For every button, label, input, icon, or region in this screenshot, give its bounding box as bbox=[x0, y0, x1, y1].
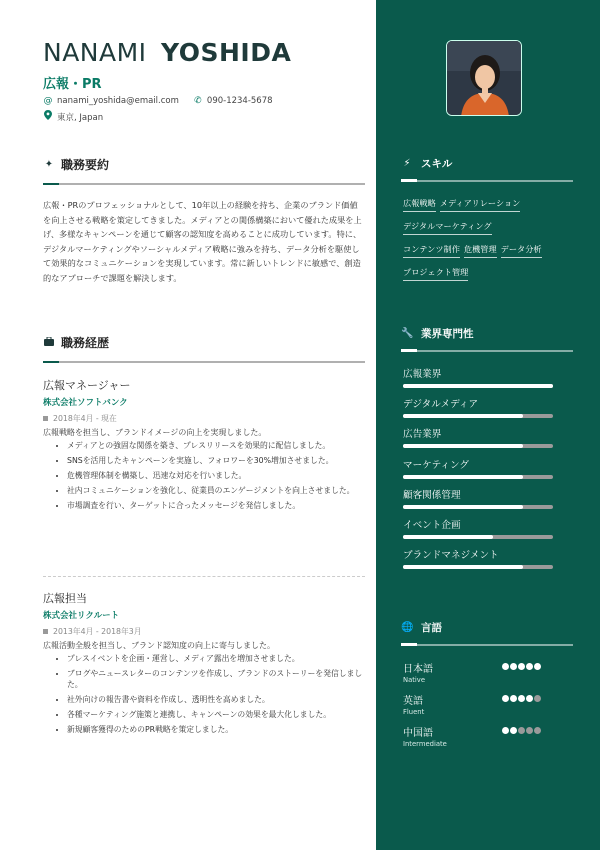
profile-photo bbox=[446, 40, 522, 116]
section-rule bbox=[401, 644, 573, 646]
list-item: • ブログやニュースレターのコンテンツを作成し、ブランドのストーリーを発信しました。 bbox=[67, 668, 365, 690]
list-item: • プレスイベントを企画・運営し、メディア露出を増加させました。 bbox=[67, 653, 365, 664]
rating-dot bbox=[510, 727, 517, 734]
summary-text: 広報・PRのプロフェッショナルとして、10年以上の経験を持ち、企業のブランド価値を向上させる戦略を策定してきました。メディアとの関係構築において優れた成果を上げ、多様なキャンペーンを通じて顧客の認知度を高めることに成功しています。特に、デジタルマーケティングやソーシャルメディア戦略に強みを持ち、データ分析を駆使して効果的なコミュニケーションを実現しています。常に新しいトレンドに敏感で、創造的なアプローチで課題を解決します。 bbox=[43, 200, 362, 283]
job-dates: 2018年4月 - 現在 bbox=[43, 413, 365, 424]
expertise-label: 広報業界 bbox=[403, 369, 442, 380]
last-name: YOSHIDA bbox=[161, 38, 292, 67]
email-text[interactable]: nanami_yoshida@email.com bbox=[57, 96, 179, 106]
list-item: • 市場調査を行い、ターゲットに合ったメッセージを発信しました。 bbox=[67, 500, 365, 511]
expertise-fill bbox=[403, 414, 523, 418]
section-rule bbox=[43, 361, 365, 363]
location-text: 東京, Japan bbox=[57, 112, 104, 123]
expertise-fill bbox=[403, 384, 553, 388]
rating-dot bbox=[502, 695, 509, 702]
rating-dot bbox=[518, 695, 525, 702]
sparkle-icon: ✦ bbox=[44, 159, 54, 170]
language-level: Fluent bbox=[403, 708, 425, 716]
calendar-icon bbox=[43, 629, 48, 634]
job-description: 広報活動全般を担当し、ブランド認知度の向上に寄与しました。 bbox=[43, 641, 275, 650]
wrench-icon: 🔧 bbox=[401, 328, 414, 339]
briefcase-icon bbox=[43, 337, 55, 349]
job-title: 広報・PR bbox=[43, 77, 102, 92]
rating-dot bbox=[534, 663, 541, 670]
language-item bbox=[403, 692, 553, 724]
rating-dot bbox=[510, 695, 517, 702]
summary-heading: 職務要約 bbox=[61, 158, 110, 172]
language-item bbox=[403, 724, 553, 756]
skill-tag: コンテンツ制作 bbox=[403, 244, 460, 258]
globe-icon: 🌐 bbox=[401, 622, 414, 633]
expertise-bar bbox=[403, 414, 553, 418]
expertise-item bbox=[403, 487, 553, 517]
languages-section-header bbox=[401, 620, 573, 646]
expertise-label: マーケティング bbox=[403, 459, 470, 471]
list-item: • 新規顧客獲得のためのPR戦略を策定しました。 bbox=[67, 724, 365, 735]
skill-tag: プロジェクト管理 bbox=[403, 267, 468, 281]
language-name: 英語 bbox=[403, 696, 423, 707]
expertise-bar bbox=[403, 475, 553, 479]
expertise-label: 顧客関係管理 bbox=[403, 489, 461, 501]
rating-dot bbox=[502, 663, 509, 670]
expertise-label: ブランドマネジメント bbox=[403, 550, 499, 562]
expertise-item bbox=[403, 366, 553, 396]
job-divider bbox=[43, 576, 365, 577]
skills-heading: スキル bbox=[421, 158, 453, 170]
expertise-fill bbox=[403, 475, 523, 479]
experience-section-header bbox=[43, 334, 365, 363]
expertise-label: イベント企画 bbox=[403, 519, 461, 531]
rating-dot bbox=[534, 695, 541, 702]
location-pin-icon bbox=[43, 110, 53, 123]
expertise-fill bbox=[403, 565, 523, 569]
rating-dot bbox=[518, 663, 525, 670]
calendar-icon bbox=[43, 416, 48, 421]
location-row bbox=[43, 110, 103, 123]
expertise-item bbox=[403, 457, 553, 487]
language-name: 中国語 bbox=[403, 728, 433, 739]
job-dates: 2013年4月 - 2018年3月 bbox=[43, 626, 365, 637]
job-bullets bbox=[43, 653, 365, 735]
language-item bbox=[403, 660, 553, 692]
language-rating bbox=[502, 695, 542, 702]
skill-tag: デジタルマーケティング bbox=[403, 221, 492, 235]
expertise-bar bbox=[403, 384, 553, 388]
list-item: • 各種マーケティング施策と連携し、キャンペーンの効果を最大化しました。 bbox=[67, 709, 365, 720]
expertise-item bbox=[403, 547, 553, 577]
expertise-label: デジタルメディア bbox=[403, 399, 479, 411]
contact-row bbox=[43, 96, 273, 106]
lightning-icon: ⚡ bbox=[403, 158, 411, 169]
section-rule bbox=[401, 350, 573, 352]
skill-tag: 広報戦略 bbox=[403, 198, 436, 212]
expertise-bar bbox=[403, 535, 553, 539]
section-rule bbox=[43, 183, 365, 185]
job-description: 広報戦略を担当し、ブランドイメージの向上を実現しました。 bbox=[43, 428, 267, 437]
expertise-list bbox=[403, 366, 553, 577]
job-role: 広報マネージャー bbox=[43, 379, 131, 392]
phone-icon: ✆ bbox=[194, 96, 202, 106]
language-level: Intermediate bbox=[403, 740, 447, 748]
expertise-item bbox=[403, 426, 553, 456]
skill-tag: メディアリレーション bbox=[440, 198, 521, 212]
expertise-bar bbox=[403, 444, 553, 448]
expertise-label: 広告業界 bbox=[403, 429, 442, 441]
rating-dot bbox=[534, 727, 541, 734]
language-list bbox=[403, 660, 553, 756]
job-bullets bbox=[43, 440, 365, 511]
language-level: Native bbox=[403, 676, 426, 684]
expertise-fill bbox=[403, 535, 493, 539]
list-item: • 社内コミュニケーションを強化し、従業員のエンゲージメントを向上させました。 bbox=[67, 485, 365, 496]
job-entry bbox=[43, 590, 365, 739]
languages-heading: 言語 bbox=[421, 622, 442, 634]
rating-dot bbox=[526, 663, 533, 670]
expertise-bar bbox=[403, 505, 553, 509]
phone-text[interactable]: 090-1234-5678 bbox=[206, 96, 273, 106]
expertise-item bbox=[403, 396, 553, 426]
experience-heading: 職務経歴 bbox=[61, 336, 110, 350]
expertise-fill bbox=[403, 444, 523, 448]
job-company: 株式会社リクルート bbox=[43, 611, 120, 621]
rating-dot bbox=[510, 663, 517, 670]
section-rule bbox=[401, 180, 573, 182]
list-item: • 社外向けの報告書や資料を作成し、透明性を高めました。 bbox=[67, 694, 365, 705]
first-name: NANAMI bbox=[43, 38, 147, 67]
list-item: • メディアとの強固な関係を築き、プレスリリースを効果的に配信しました。 bbox=[67, 440, 365, 451]
expertise-section-header bbox=[401, 326, 573, 352]
job-company: 株式会社ソフトバンク bbox=[43, 398, 128, 408]
expertise-bar bbox=[403, 565, 553, 569]
skill-tags bbox=[403, 198, 553, 290]
job-entry bbox=[43, 377, 365, 515]
rating-dot bbox=[526, 727, 533, 734]
expertise-fill bbox=[403, 505, 523, 509]
list-item: • 危機管理体制を構築し、迅速な対応を行いました。 bbox=[67, 470, 365, 481]
rating-dot bbox=[518, 727, 525, 734]
rating-dot bbox=[502, 727, 509, 734]
at-icon: @ bbox=[43, 96, 53, 106]
job-role: 広報担当 bbox=[43, 592, 87, 605]
expertise-heading: 業界専門性 bbox=[421, 328, 474, 340]
skill-tag: データ分析 bbox=[501, 244, 542, 258]
expertise-item bbox=[403, 517, 553, 547]
skills-section-header bbox=[401, 156, 573, 182]
language-name: 日本語 bbox=[403, 664, 433, 675]
summary-section-header bbox=[43, 156, 365, 185]
language-rating bbox=[502, 727, 542, 734]
rating-dot bbox=[526, 695, 533, 702]
language-rating bbox=[502, 663, 542, 670]
skill-tag: 危機管理 bbox=[464, 244, 497, 258]
full-name bbox=[43, 38, 291, 67]
list-item: • SNSを活用したキャンペーンを実施し、フォロワーを30%増加させました。 bbox=[67, 455, 365, 466]
